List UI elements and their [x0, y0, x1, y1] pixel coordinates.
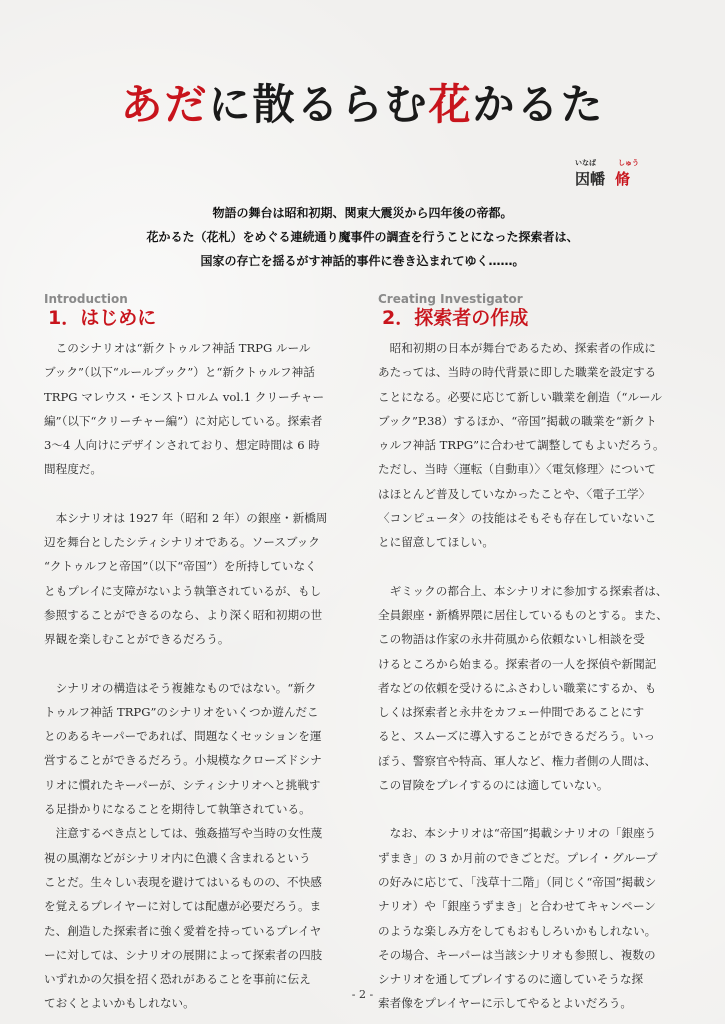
paragraph-line: とのあるキーパーであれば、問題なくセッションを運 — [44, 729, 322, 744]
paragraph-line: ーに対しては、シナリオの展開によって探索者の四肢 — [44, 947, 323, 962]
section-label-en: Creating Investigator — [378, 292, 523, 306]
paragraph-line: とに留意してほしい。 — [378, 535, 494, 550]
paragraph-line: この冒険をプレイするのには適していない。 — [378, 778, 609, 793]
paragraph — [44, 336, 362, 482]
paragraph-line: 界観を楽しむことができるだろう。 — [44, 632, 230, 647]
paragraph-line: 間程度だ。 — [44, 462, 102, 477]
paragraph-line: けるところから始まる。探索者の一人を探偵や新聞記 — [378, 656, 657, 671]
paragraph-line: 注意するべき点としては、強姦描写や当時の女性蔑 — [44, 826, 323, 841]
paragraph-line: 索者像をプレイヤーに示してやるとよいだろう。 — [378, 996, 633, 1011]
page-title — [0, 72, 725, 132]
section-body — [378, 336, 696, 1016]
section-label-en: Introduction — [44, 292, 128, 306]
author-family-name: 因幡 — [575, 170, 606, 188]
paragraph-line: リオに慣れたキーパーが、シティシナリオへと挑戦す — [44, 777, 321, 792]
paragraph — [378, 821, 696, 1015]
author-ruby-given: しゅう — [618, 159, 639, 167]
paragraph-line: なお、本シナリオは“帝国”掲載シナリオの「銀座う — [378, 826, 657, 841]
paragraph-line: ブック”（以下“ルールブック”）と“新クトゥルフ神話 — [44, 365, 315, 380]
section-creating-investigator — [378, 292, 696, 1016]
section-heading: 2．探索者の作成 — [382, 307, 529, 329]
paragraph-line: ると、スムーズに導入することができるだろう。いっ — [378, 729, 656, 744]
paragraph-line: ナリオ）や「銀座うずまき」と合わせてキャンペーン — [378, 899, 656, 914]
paragraph-line: “クトゥルフと帝国”（以下“帝国”）を所持していなく — [44, 559, 317, 574]
paragraph-line: 3～4 人向けにデザインされており、想定時間は 6 時 — [44, 438, 320, 453]
paragraph-line: 者などの依頼を受けるにふさわしい職業にするか、も — [378, 680, 657, 695]
paragraph-line: トゥルフ神話 TRPG”のシナリオをいくつか遊んだこ — [44, 704, 319, 719]
title-red-2: 花 — [428, 80, 473, 129]
tagline-line: 花かるた（花札）をめぐる連続通り魔事件の調査を行うことになった探索者は、 — [146, 230, 579, 244]
paragraph-line: 全員銀座・新橋界隈に居住しているものとする。また、 — [378, 607, 668, 622]
paragraph-line: この物語は作家の永井荷風から依頼ないし相談を受 — [378, 632, 645, 647]
paragraph-line: その場合、キーパーは当該シナリオも参照し、複数の — [378, 947, 656, 962]
paragraph-line: のような楽しみ方をしてもおもしろいかもしれない。 — [378, 923, 657, 938]
page-number: - 2 - — [351, 988, 374, 1001]
author — [575, 158, 639, 189]
paragraph — [44, 506, 362, 652]
paragraph-line: TRPG マレウス・モンストロルム vol.1 クリーチャー — [44, 389, 325, 404]
paragraph-line: を覚えるプレイヤーに対しては配慮が必要だろう。ま — [44, 899, 322, 914]
paragraph-line: シナリオを通してプレイするのに適していそうな探 — [378, 972, 644, 987]
paragraph-line: 視の風潮などがシナリオ内に色濃く含まれるという — [44, 850, 311, 865]
paragraph-line: ともプレイに支障がないよう執筆されているが、もし — [44, 583, 322, 598]
paragraph-line: た、創造した探索者に強く愛着を持っているプレイヤ — [44, 923, 322, 938]
paragraph-line: あたっては、当時の時代背景に即した職業を設定する — [378, 365, 657, 380]
paragraph-line: 昭和初期の日本が舞台であるため、探索者の作成に — [378, 341, 656, 355]
paragraph-line: ゥルフ神話 TRPG”に合わせて調整してもよいだろう。 — [378, 438, 665, 453]
tagline — [0, 201, 725, 273]
paragraph-line: ことになる。必要に応じて新しい職業を創造（“ルール — [378, 389, 662, 404]
paragraph-line: の好みに応じて、「浅草十二階」（同じく“帝国”掲載シ — [378, 874, 657, 889]
paragraph — [44, 676, 362, 822]
paragraph — [378, 579, 696, 798]
paragraph-line: ただし、当時〈運転（自動車）〉〈電気修理〉について — [378, 462, 657, 477]
paragraph-line: しくは探索者と永井をカフェー仲間であることにす — [378, 705, 645, 720]
paragraph-line: る足掛かりになることを期待して執筆されている。 — [44, 802, 311, 817]
paragraph — [44, 821, 362, 1015]
paragraph-line: シナリオの構造はそう複雑なものではない。“新ク — [44, 680, 317, 695]
paragraph-line: いずれかの欠損を招く恐れがあることを事前に伝え — [44, 972, 311, 987]
section-heading: 1．はじめに — [48, 307, 157, 329]
paragraph-line: ておくとよいかもしれない。 — [44, 996, 195, 1011]
paragraph-line: ギミックの都合上、本シナリオに参加する探索者は、 — [378, 583, 668, 598]
section-body — [44, 336, 362, 1016]
tagline-line: 物語の舞台は昭和初期、関東大震災から四年後の帝都。 — [212, 206, 513, 220]
paragraph-line: はほとんど普及していなかったことや、〈電子工学〉 — [378, 486, 651, 501]
paragraph-line: 〈コンピュータ〉の技能はそもそも存在していないこ — [378, 511, 657, 526]
paragraph-line: ずまき」の 3 か月前のできごとだ。プレイ・グループ — [378, 850, 658, 865]
title-black-1: に散るらむ — [208, 80, 429, 129]
tagline-line: 国家の存亡を揺るがす神話的事件に巻き込まれてゆく……。 — [200, 254, 525, 268]
paragraph-line: このシナリオは“新クトゥルフ神話 TRPG ルール — [44, 341, 311, 355]
title-black-2: かるた — [472, 80, 605, 129]
paragraph-line: ぽう、警察官や特高、軍人など、権力者側の人間は、 — [378, 753, 657, 768]
author-given-name: 脩 — [615, 170, 631, 188]
paragraph-line: 参照することができるのなら、より深く昭和初期の世 — [44, 607, 323, 622]
paragraph-line: ことだ。生々しい表現を避けてはいるものの、不快感 — [44, 874, 322, 889]
paragraph-line: ブック”P.38）するほか、“帝国”掲載の職業を“新クト — [378, 413, 657, 428]
paragraph-line: 営することができるだろう。小規模なクローズドシナ — [44, 753, 322, 768]
paragraph-line: 編”（以下“クリーチャー編”）に対応している。探索者 — [44, 413, 323, 428]
paragraph-line: 辺を舞台としたシティシナリオである。ソースブック — [44, 535, 320, 550]
paragraph — [378, 336, 696, 555]
section-introduction — [44, 292, 362, 1016]
paragraph-line: 本シナリオは 1927 年（昭和 2 年）の銀座・新橋周 — [44, 510, 328, 525]
author-ruby-family: いなば — [575, 159, 596, 167]
title-red-1: あだ — [120, 80, 209, 129]
